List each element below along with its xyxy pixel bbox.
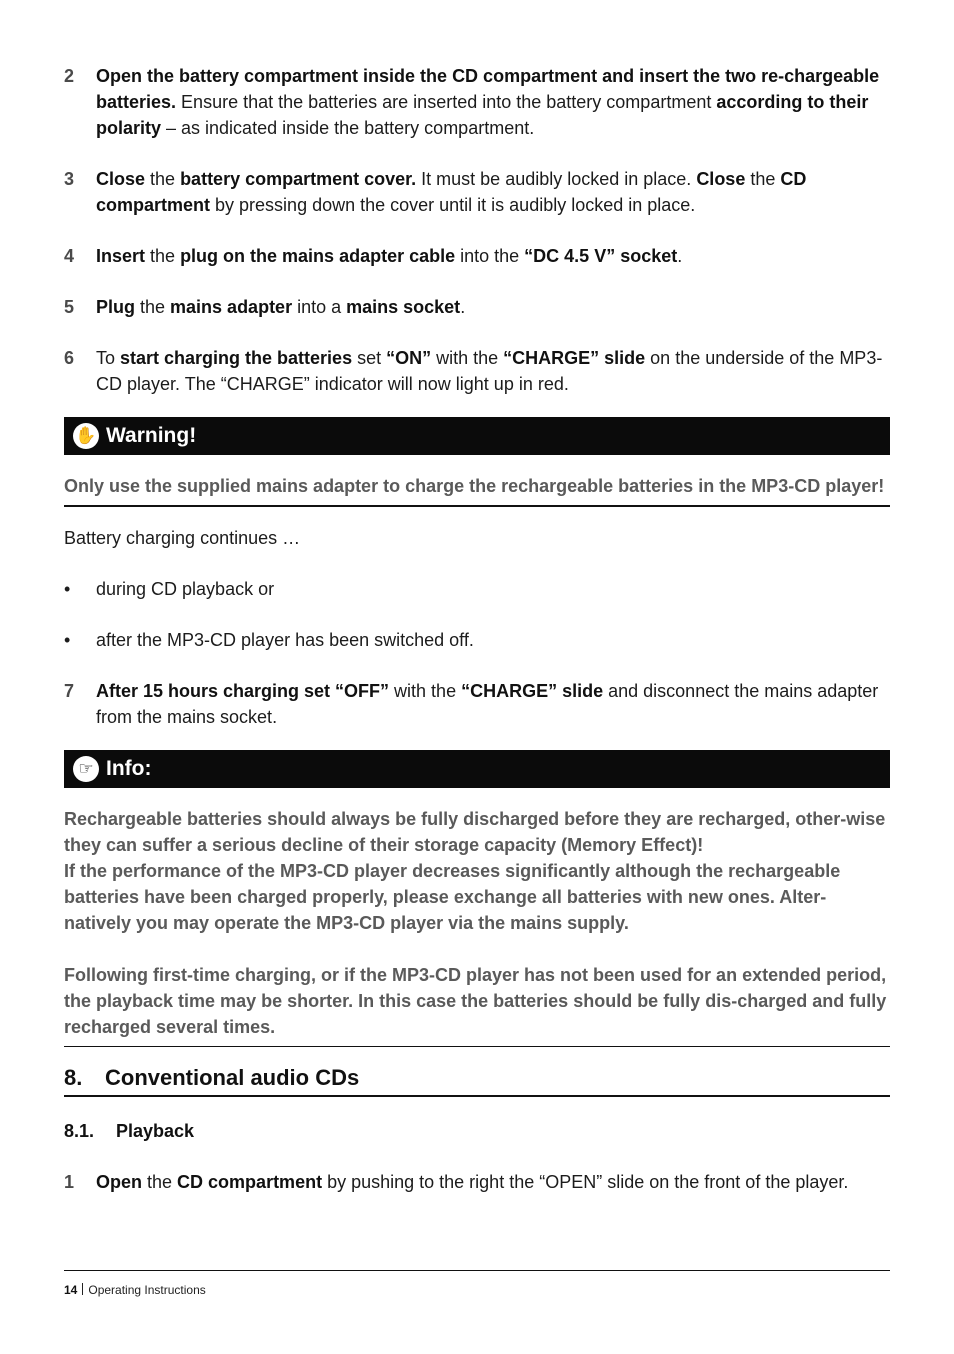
list-item-text: after the MP3-CD player has been switched off. (96, 630, 474, 650)
warning-text (64, 473, 890, 507)
step-text: the (145, 246, 181, 266)
step-text: the (145, 169, 181, 189)
step-text-bold: Open the battery compartment inside the CD compartment and insert the two re-chargeable batteries. (96, 66, 880, 112)
step-text-bold: battery compartment cover. (180, 169, 417, 189)
step-text-bold: mains adapter (170, 297, 293, 317)
step-text: . (460, 297, 466, 317)
info-title: Info: (106, 757, 152, 780)
step-number: 7 (64, 681, 75, 701)
step-text: by pressing down the cover until it is audibly locked in place. (210, 195, 696, 215)
list-item (64, 576, 890, 602)
step-text: by pushing to the right the “OPEN” slide on the front of the player. (322, 1172, 849, 1192)
step-5 (64, 294, 890, 320)
step-text-bold: “CHARGE” slide (461, 681, 604, 701)
step-text: the (142, 1172, 178, 1192)
step-text: with the (389, 681, 462, 701)
step-number: 3 (64, 169, 75, 189)
step-text-bold: After 15 hours charging set “OFF” (96, 681, 390, 701)
step-text-bold: Close (696, 169, 746, 189)
warning-title: Warning! (106, 424, 197, 447)
page-content (64, 60, 890, 1195)
page-number: 14 (64, 1283, 78, 1297)
bullet-marker: • (64, 630, 71, 650)
pointing-hand-icon: ☞ (73, 756, 99, 782)
info-header (64, 750, 890, 788)
subsection-number: 8.1. (64, 1121, 95, 1141)
hand-stop-icon: ✋ (73, 423, 99, 449)
warning-header (64, 417, 890, 455)
page-footer (64, 1270, 890, 1297)
step-number: 6 (64, 348, 75, 368)
step-text-bold: “DC 4.5 V” socket (524, 246, 678, 266)
step-text-bold: start charging the batteries (120, 348, 353, 368)
info-paragraph-3: Following first-time charging, or if the MP3-CD player has not been used for an extended period, the playback time may be shorter. In this case the batteries should be fully dis-charged and fully recharged several times. (64, 962, 890, 1047)
step-text: set (352, 348, 387, 368)
step-text-bold: Plug (96, 297, 135, 317)
list-item (64, 627, 890, 653)
section-heading (64, 1063, 890, 1097)
step-number: 1 (64, 1172, 75, 1192)
step-text: and disconnect the mains adapter from the mains socket. (96, 681, 879, 727)
footer-divider (82, 1283, 83, 1295)
step-2 (64, 63, 890, 141)
step-text-bold: Open (96, 1172, 143, 1192)
step-text-bold: CD compartment (96, 169, 807, 215)
step-number: 2 (64, 66, 75, 86)
step-text: – as indicated inside the battery compartment. (161, 118, 535, 138)
list-item-text: during CD playback or (96, 579, 275, 599)
step-text: the (745, 169, 781, 189)
step-text: To (96, 348, 121, 368)
step-4 (64, 243, 890, 269)
step-text: into a (292, 297, 347, 317)
step-3 (64, 166, 890, 218)
step-text: the (135, 297, 171, 317)
step-text: with the (431, 348, 504, 368)
step-text: . (677, 246, 683, 266)
step-text-bold: Insert (96, 246, 146, 266)
charging-intro: Battery charging continues … (64, 528, 301, 548)
info-paragraph-2: If the performance of the MP3-CD player decreases significantly although the rechargeable batteries have been charged properly, please exchange all batteries with new ones. Alter-natively you may operate the MP3-CD player via the mains supply. (64, 861, 841, 933)
step-text-bold: “CHARGE” slide (503, 348, 646, 368)
section-title: Conventional audio CDs (105, 1065, 360, 1090)
step-6 (64, 345, 890, 397)
warning-body: Only use the supplied mains adapter to charge the rechargeable batteries in the MP3-CD player! (64, 476, 885, 496)
step-text-bold: plug on the mains adapter cable (180, 246, 456, 266)
info-paragraph-1: Rechargeable batteries should always be fully discharged before they are recharged, other-wise they can suffer a serious decline of their storage capacity (Memory Effect)! (64, 809, 886, 855)
step-text: Ensure that the batteries are inserted into the battery compartment (176, 92, 717, 112)
step-text-bold: CD compartment (177, 1172, 323, 1192)
step-text: It must be audibly locked in place. (416, 169, 697, 189)
step-text: into the (455, 246, 525, 266)
bullet-marker: • (64, 579, 71, 599)
playback-step-1 (64, 1169, 890, 1195)
step-text-bold: “ON” (386, 348, 432, 368)
step-text-bold: according to their polarity (96, 92, 869, 138)
section-number: 8. (64, 1065, 83, 1090)
footer-label: Operating Instructions (88, 1283, 206, 1297)
step-number: 5 (64, 297, 75, 317)
step-text: on the underside of the MP3-CD player. The “CHARGE” indicator will now light up in red. (96, 348, 883, 394)
subsection-heading (64, 1118, 890, 1144)
step-text-bold: Close (96, 169, 146, 189)
step-text-bold: mains socket (346, 297, 461, 317)
subsection-title: Playback (116, 1121, 195, 1141)
step-number: 4 (64, 246, 75, 266)
step-7 (64, 678, 890, 730)
